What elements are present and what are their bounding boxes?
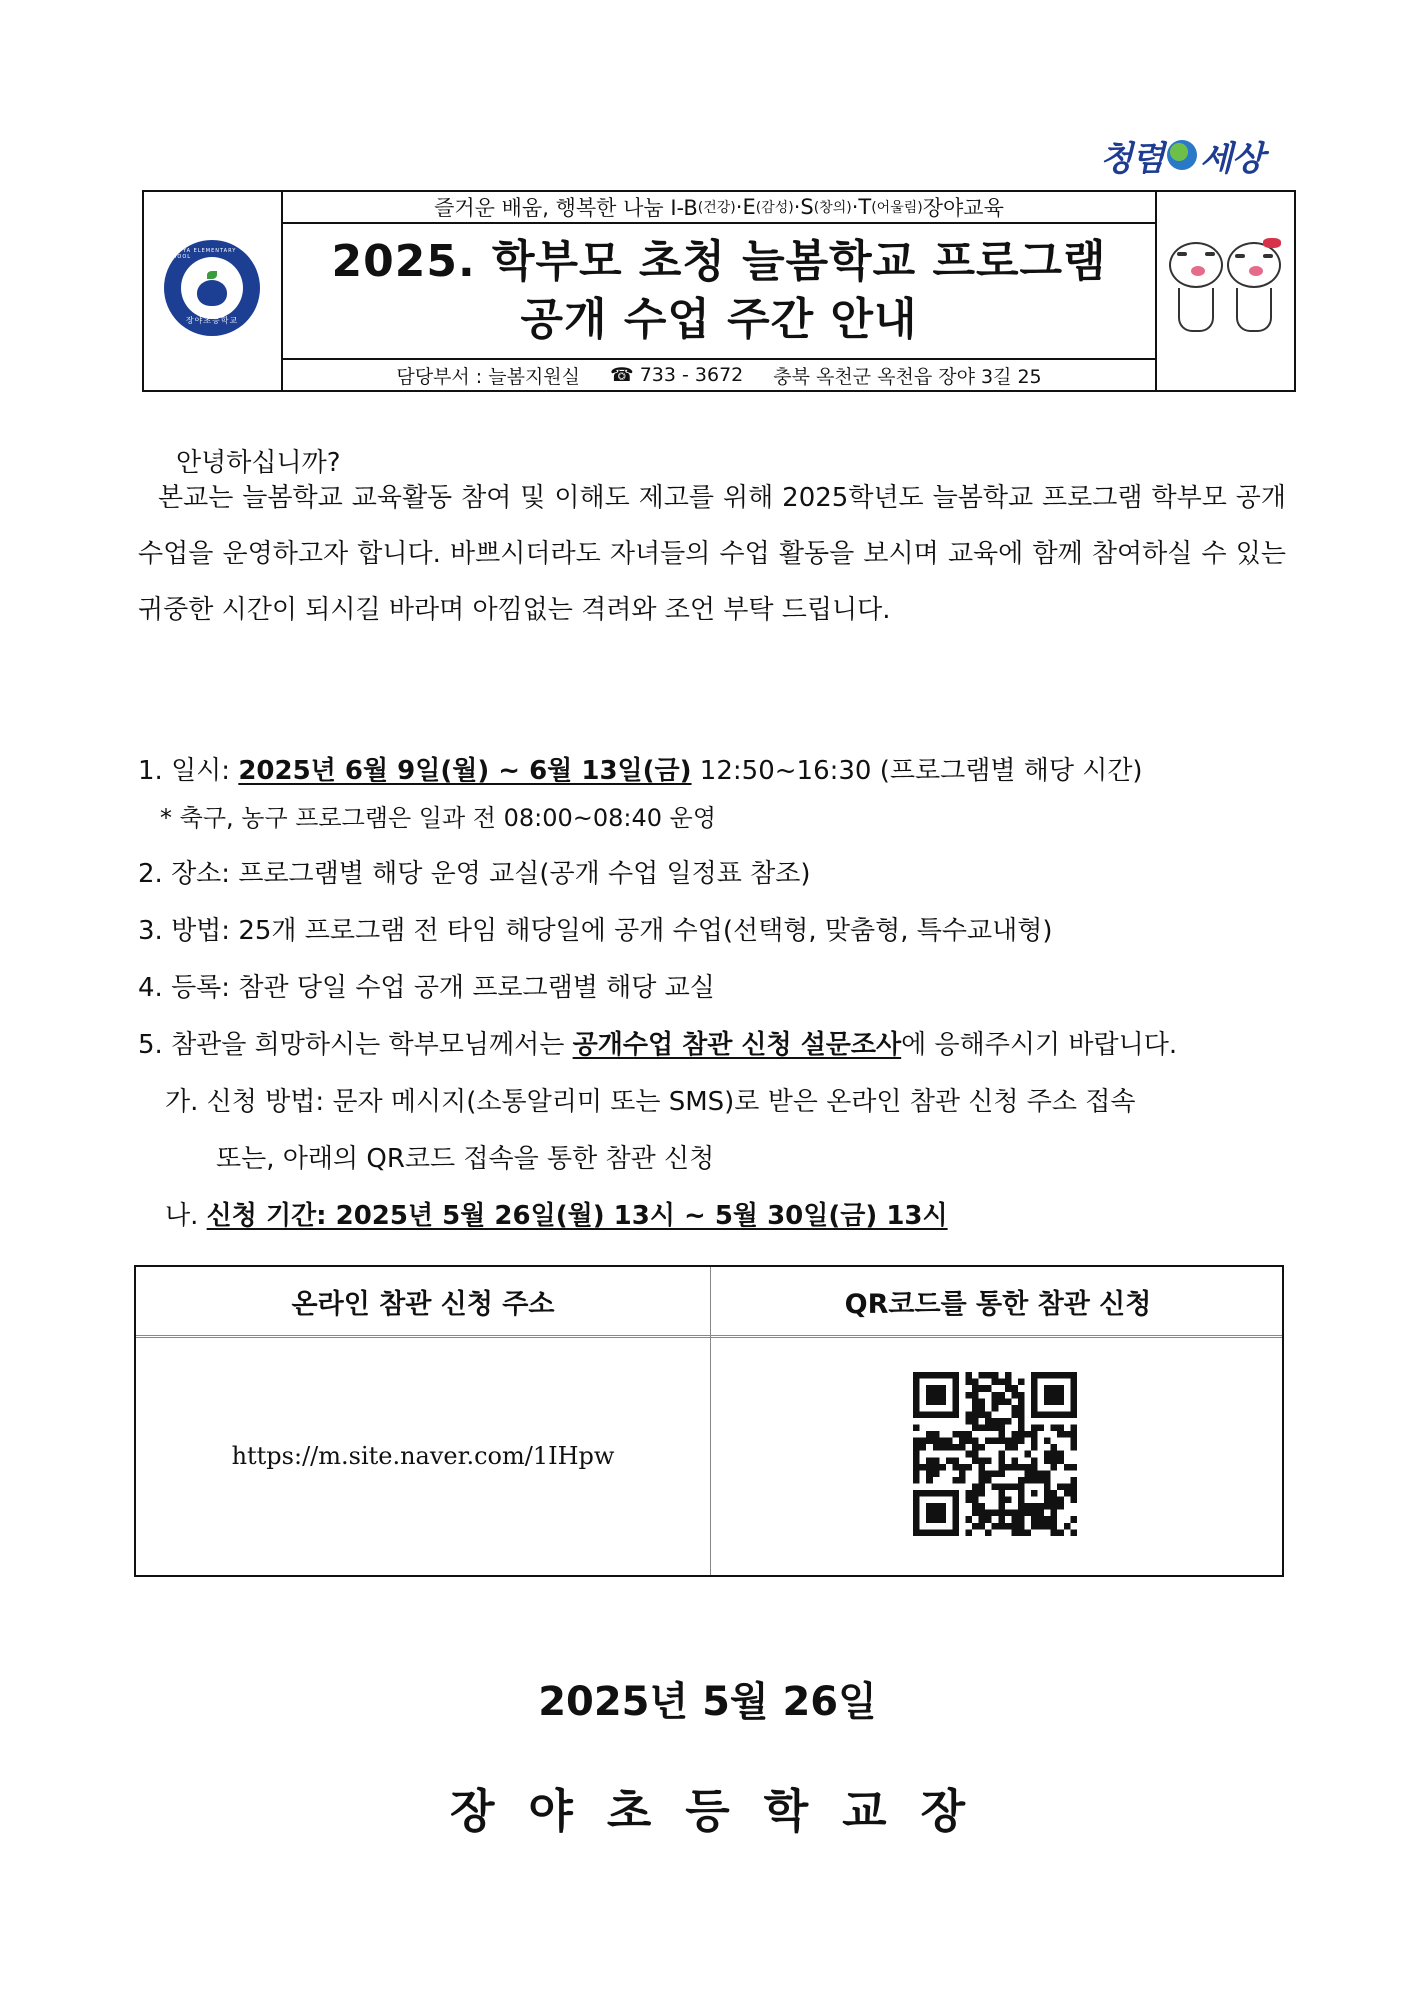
principal-signature: 장야초등학교장 — [449, 1784, 1000, 1838]
slogan-pre: 즐거운 배움, 행복한 나눔 I-B — [434, 196, 698, 220]
slogan-post: 장야교육 — [922, 196, 1004, 220]
seal-inner — [181, 257, 243, 319]
survey-link-text: 공개수업 참관 신청 설문조사 — [572, 1030, 902, 1060]
item-1-datetime — [138, 750, 1143, 787]
phone-number: ☎ 733 - 3672 — [610, 364, 744, 386]
title-line-2: 공개 수업 주간 안내 — [520, 294, 918, 345]
application-table — [134, 1265, 1284, 1577]
school-address: 충북 옥천군 옥천읍 장야 3길 25 — [773, 365, 1042, 388]
slogan-e-sub: (감성) — [755, 200, 794, 216]
school-logo-cell — [144, 192, 283, 390]
application-period: 신청 기간: 2025년 5월 26일(월) 13시 ~ 5월 30일(금) 13시 — [206, 1201, 948, 1231]
document-title — [281, 222, 1157, 360]
item-1-date-range: 2025년 6월 9일(월) ~ 6월 13일(금) — [238, 756, 692, 786]
item-5b-period — [165, 1195, 948, 1232]
item-5a-method-cont: 또는, 아래의 QR코드 접속을 통한 참관 신청 — [216, 1144, 715, 1174]
item-5-survey — [138, 1024, 1177, 1061]
slogan-t: ·T — [851, 195, 872, 219]
qr-code-icon[interactable] — [900, 1359, 1090, 1549]
slogan-s: ·S — [793, 195, 814, 219]
application-url-text[interactable]: https://m.site.naver.com/1IHpw — [231, 1442, 615, 1470]
title-line-1: 2025. 학부모 초청 늘봄학교 프로그램 — [331, 236, 1107, 287]
item-4-registration: 4. 등록: 참관 당일 수업 공개 프로그램별 해당 교실 — [138, 973, 715, 1003]
slogan-e: ·E — [735, 195, 756, 219]
leaf-icon — [207, 271, 217, 279]
application-url[interactable] — [136, 1337, 710, 1575]
column-divider — [710, 1267, 711, 1575]
slogan-s-sub: (창의) — [813, 200, 852, 216]
item-2-location: 2. 장소: 프로그램별 해당 운영 교실(공개 수업 일정표 참조) — [138, 859, 811, 889]
item-5a-method: 가. 신청 방법: 문자 메시지(소통알리미 또는 SMS)로 받은 온라인 참관 신청 주소 접속 — [165, 1087, 1136, 1117]
apple-icon — [197, 280, 227, 306]
header-center — [281, 192, 1157, 390]
school-seal-icon — [164, 240, 260, 336]
slogan-b-sub: (건강) — [697, 200, 736, 216]
contact-info — [281, 358, 1157, 390]
seal-school-name: 장야초등학교 — [185, 316, 239, 325]
globe-icon — [1167, 140, 1197, 170]
item-1-label: 1. 일시: — [138, 756, 239, 786]
slogan-t-sub: (어울림) — [871, 200, 923, 216]
tiger-mascot-girl-icon — [1227, 242, 1281, 334]
mascot-cell — [1155, 192, 1294, 390]
item-5-post: 에 응해주시기 바랍니다. — [901, 1030, 1178, 1060]
issue-date: 2025년 5월 26일 — [538, 1679, 877, 1725]
item-1-note: * 축구, 농구 프로그램은 일과 전 08:00~08:40 운영 — [160, 804, 717, 832]
table-header-online: 온라인 참관 신청 주소 — [291, 1288, 555, 1320]
table-header-row — [136, 1267, 1282, 1338]
integrity-slogan-logo — [1100, 132, 1290, 178]
tiger-mascot-boy-icon — [1169, 242, 1223, 334]
seal-top-text: JANG YA ELEMENTARY SCHOOL — [164, 248, 237, 260]
slogan-logo-part2: 세상 — [1199, 138, 1264, 179]
education-slogan — [281, 192, 1157, 224]
department: 담당부서 : 늘봄지원실 — [396, 365, 581, 388]
document-header — [142, 190, 1296, 392]
greeting: 안녕하십니까? — [176, 448, 341, 478]
item-5b-label: 나. — [165, 1201, 207, 1231]
item-1-time: 12:50~16:30 (프로그램별 해당 시간) — [691, 756, 1143, 786]
item-3-method: 3. 방법: 25개 프로그램 전 타임 해당일에 공개 수업(선택형, 맞춤형, 특수교내형) — [138, 916, 1053, 946]
intro-paragraph: 본교는 늘봄학교 교육활동 참여 및 이해도 제고를 위해 2025학년도 늘봄학교 프로그램 학부모 공개 수업을 운영하고자 합니다. 바쁘시더라도 자녀들의 수업 활동을 보시며 교육에 함께 참여하실 수 있는 귀중한 시간이 되시길 바라며 아낌없는 격려와 조언 부탁 드립니다. — [138, 483, 1286, 625]
slogan-logo-part1: 청렴 — [1100, 138, 1164, 179]
item-5-pre: 5. 참관을 희망하시는 학부모님께서는 — [138, 1030, 573, 1060]
table-header-qr: QR코드를 통한 참관 신청 — [844, 1288, 1152, 1320]
